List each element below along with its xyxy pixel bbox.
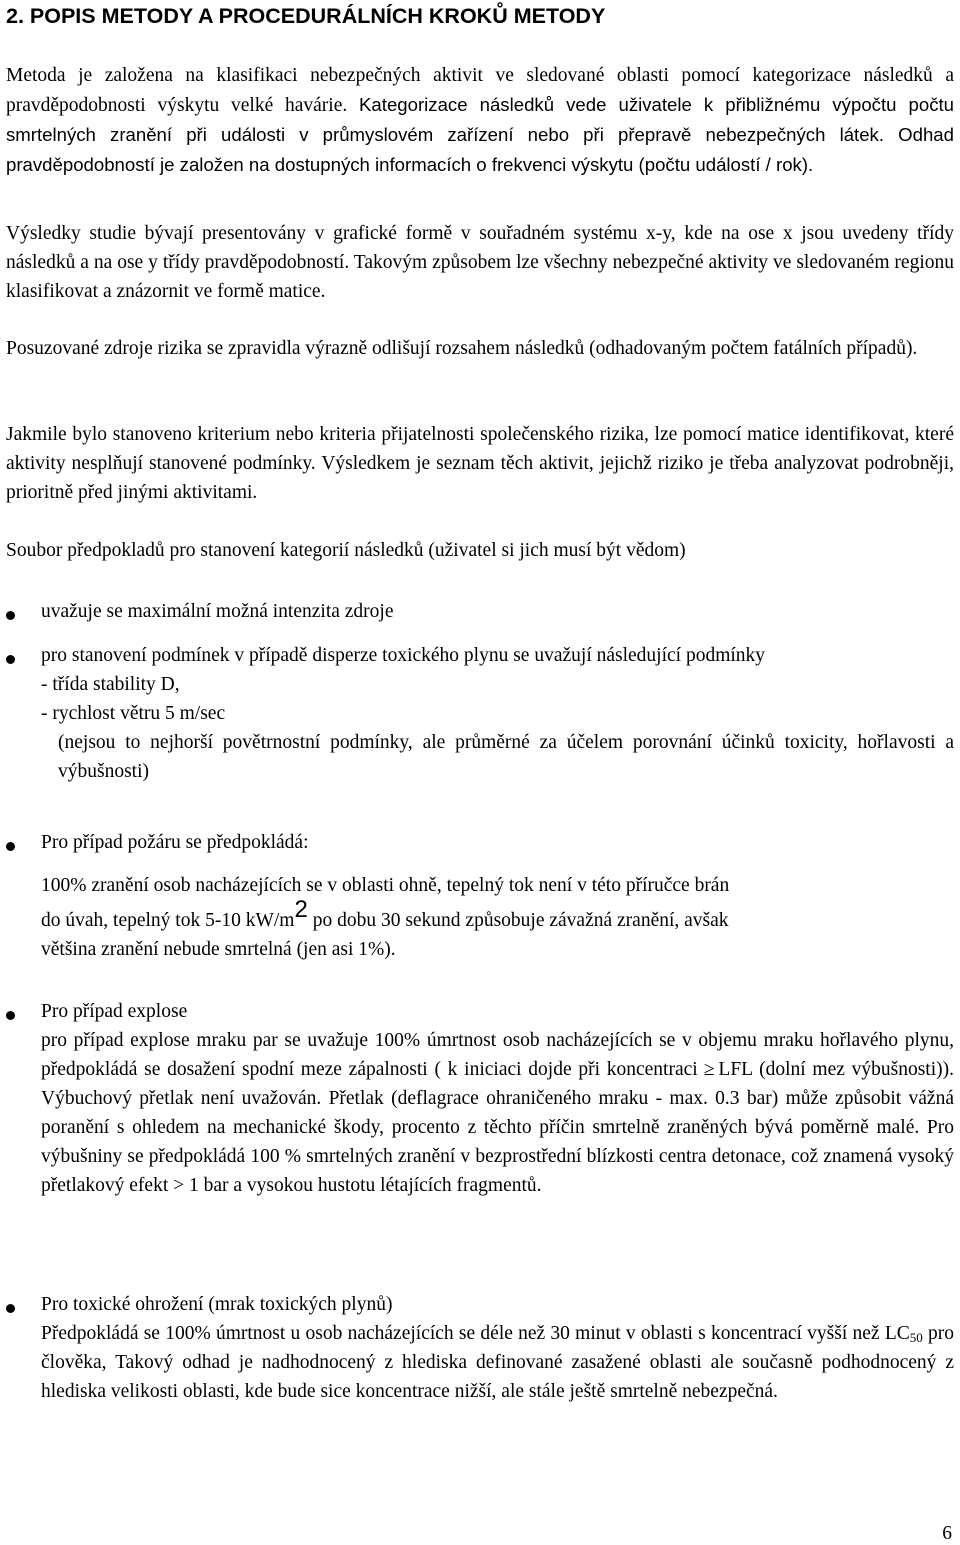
toxic-text-a: Předpokládá se 100% úmrtnost u osob nacházejících se déle než 30 minut v oblasti s koncentrací vyšší než LC bbox=[41, 1323, 910, 1344]
bullet-icon bbox=[6, 611, 15, 620]
fire-line-2b: po dobu 30 sekund způsobuje závažná zranění, avšak bbox=[307, 910, 729, 931]
explosion-text-b: LFL (dolní mez výbušnosti)). Výbuchový přetlak není uvažován. Přetlak (deflagrace ohraničeného mraku - max. 0.3 bar) může způsobit vážná poranění s ohledem na mechanické škody, procento z těchto příčin smrtelně zraněných bývá poměrně malé. Pro výbušniny se předpokládá 100 % smrtelných zranění v bezprostřední blízkosti centra detonace, což znamená vysoký přetlakový efekt > 1 bar a vysokou hustotu létajících fragmentů. bbox=[41, 1059, 954, 1196]
paragraph-method-intro-serif: Metoda je založena na klasifikaci nebezpečných aktivit ve sledované oblasti pomocí kategorizace následků a pravděpodobnosti výskytu velké havárie. bbox=[6, 65, 954, 116]
bullet-icon bbox=[6, 842, 15, 851]
fire-line-2a: do úvah, tepelný tok 5-10 kW/m bbox=[41, 910, 295, 931]
fire-description bbox=[41, 871, 954, 964]
fire-line-2 bbox=[41, 896, 954, 935]
paragraph-method-intro-sans: Kategorizace následků vede uživatele k přibližnému výpočtu počtu smrtelných zranění při události v průmyslovém zařízení nebo při přepravě nebezpečných látek. Odhad pravděpodobností je založen na dostupných informacích o frekvenci výskytu (počtu událostí / rok). bbox=[6, 94, 955, 175]
bullet-icon bbox=[6, 655, 15, 664]
page-number: 6 bbox=[942, 1523, 952, 1544]
superscript-2: 2 bbox=[294, 896, 308, 923]
fire-line-1: 100% zranění osob nacházejících se v oblasti ohně, tepelný tok není v této příručce brán bbox=[41, 875, 730, 896]
bullet-content bbox=[41, 1290, 954, 1406]
explosion-text bbox=[41, 1026, 954, 1200]
bullet-content bbox=[41, 641, 954, 786]
paragraph-method-intro bbox=[6, 61, 954, 180]
bullet-text: uvažuje se maximální možná intenzita zdroje bbox=[41, 601, 394, 622]
fire-line-3: většina zranění nebude smrtelná (jen asi 1%). bbox=[41, 939, 396, 960]
bullet-icon bbox=[6, 1011, 15, 1020]
toxic-title: Pro toxické ohrožení (mrak toxických plynů) bbox=[41, 1294, 393, 1315]
subscript-50: 50 bbox=[909, 1330, 923, 1345]
explosion-title: Pro případ explose bbox=[41, 1001, 188, 1022]
toxic-text bbox=[41, 1319, 954, 1406]
toxic-text-b: pro člověka, Takový odhad je nadhodnocený z hlediska definované zasažené oblasti ale současně podhodnocený z hlediska velikosti oblasti, kde bude sice koncentrace nižší, ale stále ještě smrtelně nebezpečná. bbox=[41, 1323, 954, 1402]
bullet-text: Pro případ požáru se předpokládá: bbox=[41, 832, 309, 853]
dispersion-conditions: pro stanovení podmínek v případě disperze toxického plynu se uvažují následující podmínky bbox=[41, 645, 766, 666]
paragraph-risk-sources: Posuzované zdroje rizika se zpravidla výrazně odlišují rozsahem následků (odhadovaným počtem fatálních případů). bbox=[6, 338, 918, 359]
bullet-icon bbox=[6, 1304, 15, 1313]
paragraph-assumptions: Soubor předpokladů pro stanovení kategorií následků (uživatel si jich musí být vědom) bbox=[6, 540, 686, 561]
wind-speed: - rychlost větru 5 m/sec bbox=[41, 703, 226, 724]
greater-equal-symbol: ≥ bbox=[703, 1059, 715, 1080]
paragraph-criteria: Jakmile bylo stanoveno kriterium nebo kriteria přijatelnosti společenského rizika, lze pomocí matice identifikovat, které aktivity nesplňují stanovené podmínky. Výsledkem je seznam těch aktivit, jejichž riziko je třeba analyzovat podrobněji, prioritně před jinými aktivitami. bbox=[6, 424, 954, 503]
explosion-text-a: pro případ explose mraku par se uvažuje 100% úmrtnost osob nacházejících se v objemu mraku hořlavého plynu, předpokládá se dosažení spodní meze zápalnosti ( k iniciaci dojde při koncentraci bbox=[41, 1030, 954, 1080]
weather-note: (nejsou to nejhorší povětrnostní podmínky, ale průměrné za účelem porovnání účinků toxicity, hořlavosti a výbušnosti) bbox=[58, 732, 954, 782]
stability-class: - třída stability D, bbox=[41, 674, 180, 695]
paragraph-results: Výsledky studie bývají presentovány v grafické formě v souřadném systému x-y, kde na ose x jsou uvedeny třídy následků a na ose y třídy pravděpodobností. Takovým způsobem lze všechny nebezpečné aktivity ve sledovaném regionu klasifikovat a znázornit ve formě matice. bbox=[6, 223, 954, 302]
bullet-content bbox=[41, 997, 954, 1200]
section-heading: 2. POPIS METODY A PROCEDURÁLNÍCH KROKŮ METODY bbox=[6, 4, 606, 28]
